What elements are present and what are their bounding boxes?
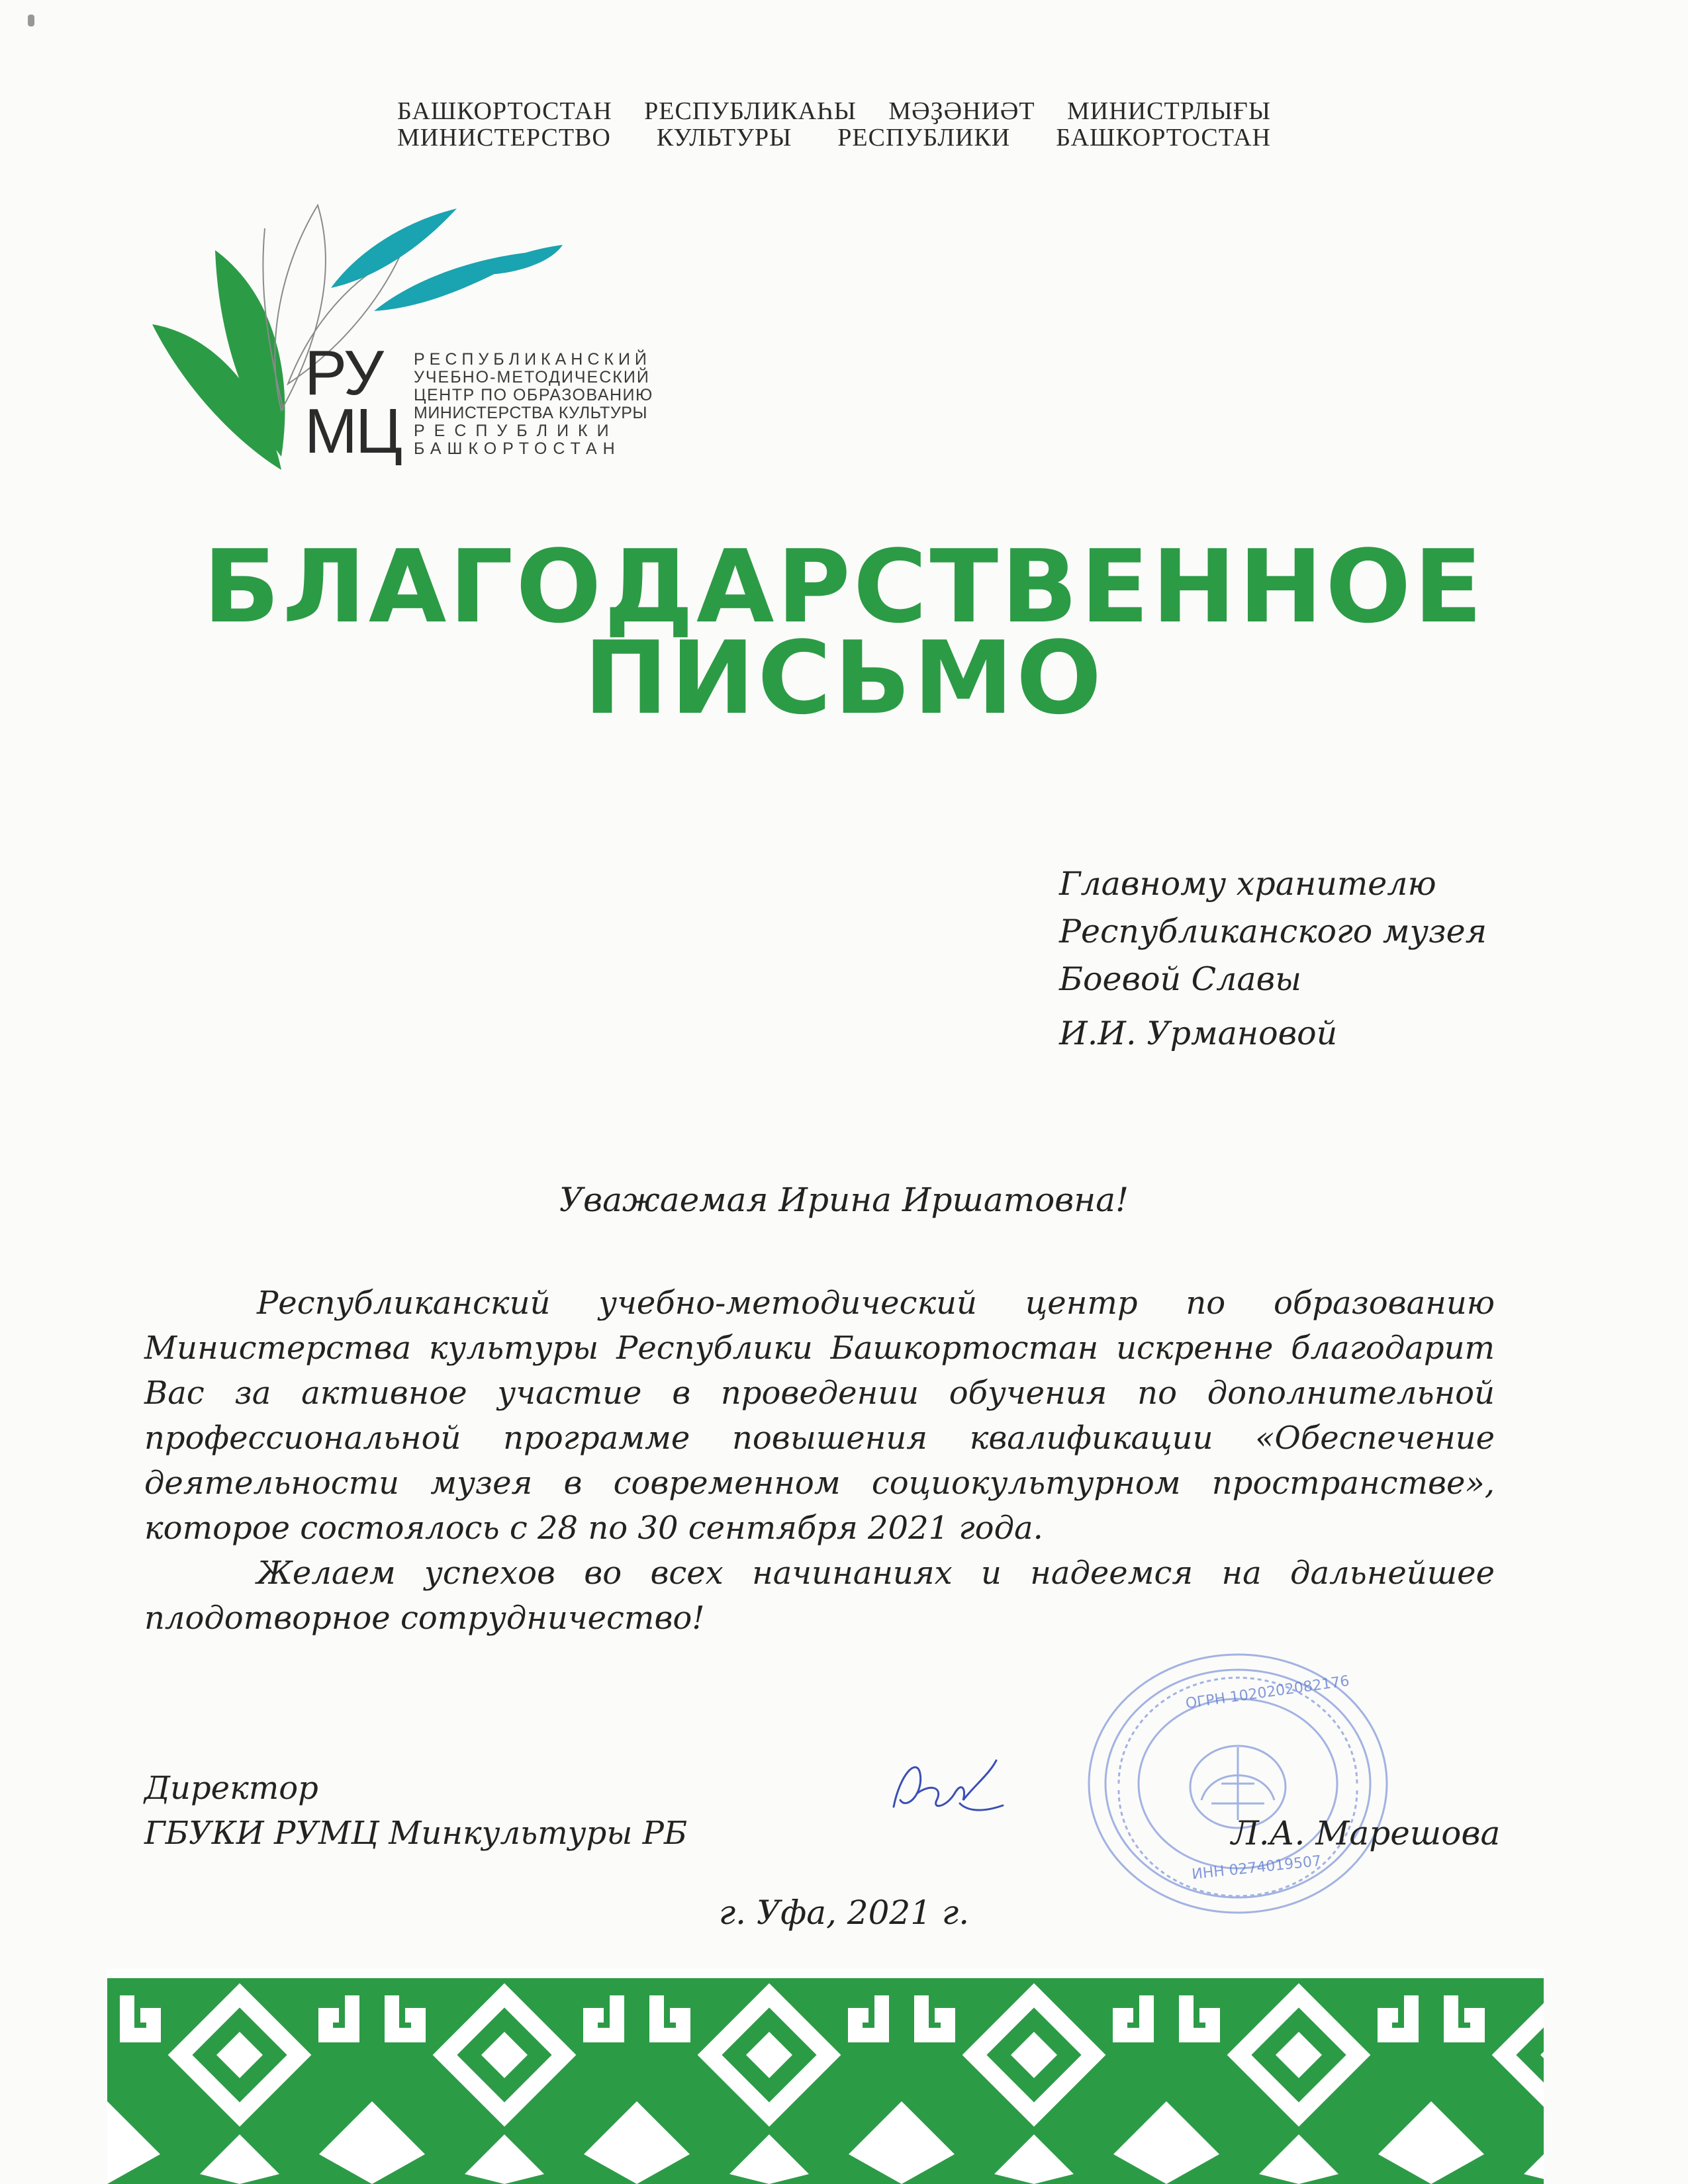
- ministry-word: КУЛЬТУРЫ: [656, 124, 792, 152]
- org-name-line: РЕСПУБЛИКАНСКИЙ: [414, 350, 651, 369]
- org-name-line: ЦЕНТР ПО ОБРАЗОВАНИЮ: [414, 386, 653, 404]
- signatory-position: [144, 1766, 740, 1856]
- org-name-line: УЧЕБНО-МЕТОДИЧЕСКИЙ: [414, 368, 650, 387]
- ministry-word: МИНИСТРЛЫҒЫ: [1067, 97, 1271, 125]
- recipient-line: Республиканского музея: [1059, 913, 1487, 950]
- signatory-position-line: Директор: [144, 1770, 318, 1807]
- recipient-name: И.И. Урмановой: [1059, 1015, 1338, 1052]
- ministry-word: РЕСПУБЛИКИ: [837, 124, 1011, 152]
- rumc-monogram-top: РУ: [305, 338, 382, 408]
- document-title: [152, 528, 1536, 737]
- org-name-line: МИНИСТЕРСТВА КУЛЬТУРЫ: [414, 404, 648, 422]
- org-name-line: БАШКОРТОСТАН: [414, 439, 621, 458]
- document-title-line2: ПИСЬМО: [583, 619, 1105, 737]
- ministry-word: БАШКОРТОСТАН: [1056, 124, 1271, 152]
- stamp-inn: ИНН 0274019507: [1191, 1852, 1323, 1884]
- scan-mark: [28, 15, 34, 26]
- ministry-header-russian: [397, 124, 1271, 151]
- ministry-header: [397, 98, 1291, 151]
- rumc-monogram-bottom: МЦ: [305, 396, 400, 467]
- ministry-word: МӘҘӘНИӘТ: [888, 97, 1035, 125]
- handwritten-signature: [880, 1747, 1006, 1827]
- bashkir-ornament-border: [107, 1969, 1544, 2184]
- org-name-line: РЕСПУБЛИКИ: [414, 422, 618, 440]
- document-title-line1: БЛАГОДАРСТВЕННОЕ: [203, 528, 1485, 645]
- signatory-position-line: ГБУКИ РУМЦ Минкультуры РБ: [144, 1815, 688, 1852]
- letter-body: [144, 1281, 1495, 1641]
- recipient-block: [1059, 860, 1562, 1058]
- recipient-line: Боевой Славы: [1059, 960, 1301, 998]
- rumc-org-name: [414, 351, 692, 458]
- salutation: Уважаемая Ирина Иршатовна!: [559, 1181, 1129, 1219]
- stamp-ogrn: ОГРН 1020202082176: [1184, 1672, 1351, 1713]
- place-and-date: г. Уфа, 2021 г.: [718, 1893, 970, 1932]
- body-paragraph: Желаем успехов во всех начинаниях и надеемся на дальнейшее плодотворное сотрудничество!: [144, 1555, 1495, 1637]
- ornament-pattern-icon: [107, 1969, 1544, 2184]
- body-paragraph: Республиканский учебно-методический центр по образованию Министерства культуры Республики Башкортостан искренне благодарит Вас за активное участие в проведении обучения по дополнительной профессиональной программе повышения квалификации «Обеспечение деятельности музея в современном социокультурном пространстве», которое состоялось с 28 по 30 сентября 2021 года.: [144, 1285, 1495, 1547]
- ministry-header-bashkir: [397, 98, 1271, 124]
- ministry-word: РЕСПУБЛИКАҺЫ: [644, 97, 857, 125]
- ministry-word: МИНИСТЕРСТВО: [397, 124, 611, 152]
- ministry-word: БАШКОРТОСТАН: [397, 97, 612, 125]
- recipient-line: Главному хранителю: [1059, 865, 1436, 903]
- rumc-logo: [139, 192, 722, 483]
- signatory-name: Л.А. Марешова: [1231, 1814, 1501, 1852]
